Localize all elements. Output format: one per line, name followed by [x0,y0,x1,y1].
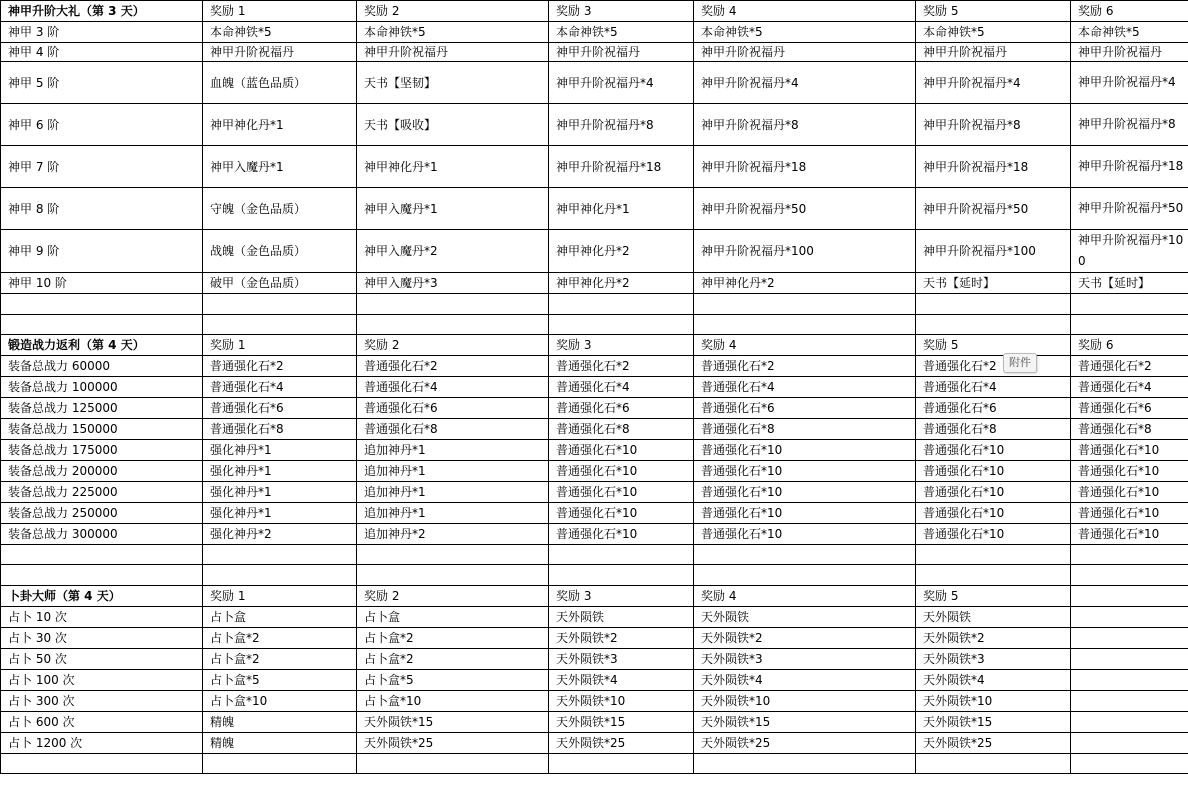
reward-cell[interactable]: 天外陨铁*15 [694,712,916,733]
reward-cell[interactable]: 追加神丹*1 [357,440,549,461]
reward-cell[interactable]: 普通强化石*10 [549,524,694,545]
empty-cell[interactable] [1,294,203,315]
reward-header[interactable]: 奖励 2 [357,335,549,356]
table-row [1,188,1188,230]
reward-cell[interactable]: 普通强化石*10 [549,440,694,461]
reward-cell[interactable]: 强化神丹*1 [203,440,357,461]
row-condition-cell[interactable]: 占卜 1200 次 [1,733,203,754]
reward-cell[interactable]: 神甲升阶祝福丹*50 [694,188,916,230]
reward-cell[interactable]: 神甲升阶祝福丹*4 [549,62,694,104]
empty-cell[interactable] [549,565,694,586]
row-condition-cell[interactable]: 神甲 4 阶 [1,43,203,62]
reward-cell[interactable]: 追加神丹*1 [357,461,549,482]
reward-cell[interactable]: 神甲神化丹*1 [357,146,549,188]
reward-cell[interactable]: 普通强化石*10 [1071,524,1188,545]
reward-header[interactable]: 奖励 1 [203,1,357,22]
row-condition-cell[interactable]: 占卜 600 次 [1,712,203,733]
table-row [1,419,1188,440]
reward-cell[interactable]: 天外陨铁*3 [916,649,1071,670]
reward-cell[interactable] [1071,733,1188,754]
reward-cell[interactable]: 天外陨铁*4 [916,670,1071,691]
reward-cell[interactable]: 强化神丹*1 [203,482,357,503]
reward-cell[interactable]: 天外陨铁*10 [694,691,916,712]
empty-cell[interactable] [916,294,1071,315]
reward-header[interactable]: 奖励 3 [549,335,694,356]
reward-cell[interactable]: 神甲升阶祝福丹*8 [549,104,694,146]
row-condition-cell[interactable]: 占卜 50 次 [1,649,203,670]
attachment-tooltip: 附件 [1003,353,1037,373]
row-condition-cell[interactable]: 装备总战力 225000 [1,482,203,503]
reward-header[interactable]: 奖励 6 [1071,1,1188,22]
reward-cell[interactable]: 普通强化石*8 [203,419,357,440]
section-header-row [1,586,1188,607]
reward-cell[interactable]: 普通强化石*2 [1071,356,1188,377]
blank-row [1,754,1188,774]
empty-cell[interactable] [1071,545,1188,565]
reward-cell[interactable]: 本命神铁*5 [916,22,1071,43]
table-row [1,230,1188,273]
table-row [1,22,1188,43]
reward-cell[interactable]: 强化神丹*1 [203,503,357,524]
reward-cell[interactable]: 神甲升阶祝福丹*4 [916,62,1071,104]
empty-cell[interactable] [203,565,357,586]
reward-cell[interactable]: 占卜盒*2 [203,628,357,649]
table-row [1,524,1188,545]
reward-cell[interactable]: 天外陨铁*2 [694,628,916,649]
reward-header[interactable]: 奖励 3 [549,1,694,22]
reward-cell[interactable]: 神甲升阶祝福丹*8 [694,104,916,146]
reward-header[interactable]: 奖励 5 [916,335,1071,356]
row-condition-cell[interactable]: 装备总战力 250000 [1,503,203,524]
section-title[interactable]: 卜卦大师（第 4 天） [1,586,203,607]
reward-cell[interactable]: 普通强化石*10 [549,503,694,524]
reward-cell[interactable]: 天外陨铁*15 [916,712,1071,733]
reward-cell[interactable] [1071,607,1188,628]
reward-cell[interactable]: 神甲升阶祝福丹*18 [549,146,694,188]
reward-cell[interactable]: 普通强化石*10 [1071,461,1188,482]
reward-cell[interactable]: 精魄 [203,733,357,754]
reward-header[interactable]: 奖励 4 [694,335,916,356]
reward-cell[interactable]: 占卜盒*5 [357,670,549,691]
reward-cell[interactable]: 普通强化石*6 [203,398,357,419]
reward-cell[interactable]: 占卜盒*2 [357,649,549,670]
reward-header[interactable]: 奖励 4 [694,1,916,22]
reward-cell[interactable]: 神甲入魔丹*1 [203,146,357,188]
reward-cell[interactable]: 神甲神化丹*1 [549,188,694,230]
row-condition-cell[interactable]: 装备总战力 60000 [1,356,203,377]
reward-cell[interactable]: 普通强化石*6 [1071,398,1188,419]
table-row [1,691,1188,712]
reward-cell[interactable]: 追加神丹*1 [357,503,549,524]
reward-cell[interactable]: 本命神铁*5 [357,22,549,43]
reward-cell[interactable]: 本命神铁*5 [694,22,916,43]
reward-cell[interactable]: 天外陨铁*25 [357,733,549,754]
reward-cell[interactable]: 神甲升阶祝福丹*100 [916,230,1071,273]
table-row [1,649,1188,670]
reward-cell[interactable]: 普通强化石*10 [1071,503,1188,524]
reward-cell[interactable]: 普通强化石*10 [916,482,1071,503]
reward-cell[interactable]: 天外陨铁*10 [916,691,1071,712]
reward-cell[interactable]: 普通强化石*6 [549,398,694,419]
empty-cell[interactable] [549,754,694,774]
reward-cell[interactable]: 神甲升阶祝福丹 [1071,43,1188,62]
reward-cell[interactable]: 天外陨铁 [549,607,694,628]
reward-cell[interactable]: 普通强化石*4 [916,377,1071,398]
table-row [1,62,1188,104]
reward-cell[interactable]: 天书【延时】 [1071,273,1188,294]
empty-cell[interactable] [1071,315,1188,335]
reward-cell[interactable]: 普通强化石*4 [549,377,694,398]
row-condition-cell[interactable]: 神甲 8 阶 [1,188,203,230]
reward-header[interactable] [1071,586,1188,607]
reward-cell[interactable]: 普通强化石*2 [916,356,1071,377]
reward-cell[interactable]: 本命神铁*5 [1071,22,1188,43]
reward-cell[interactable]: 血魄（蓝色品质） [203,62,357,104]
reward-cell[interactable]: 普通强化石*4 [357,377,549,398]
empty-cell[interactable] [203,294,357,315]
empty-cell[interactable] [916,565,1071,586]
table-row [1,712,1188,733]
table-row [1,146,1188,188]
row-condition-cell[interactable]: 神甲 10 阶 [1,273,203,294]
blank-row [1,565,1188,586]
reward-cell[interactable]: 天外陨铁*2 [916,628,1071,649]
reward-cell[interactable]: 天外陨铁*3 [549,649,694,670]
reward-cell[interactable]: 普通强化石*10 [916,440,1071,461]
empty-cell[interactable] [1071,565,1188,586]
reward-cell[interactable]: 精魄 [203,712,357,733]
reward-cell[interactable]: 神甲神化丹*2 [549,273,694,294]
reward-cell[interactable]: 占卜盒*2 [203,649,357,670]
empty-cell[interactable] [694,315,916,335]
empty-cell[interactable] [1,545,203,565]
reward-cell[interactable]: 神甲升阶祝福丹*18 [916,146,1071,188]
section-title[interactable]: 锻造战力返利（第 4 天） [1,335,203,356]
empty-cell[interactable] [1,754,203,774]
reward-cell[interactable]: 天外陨铁*25 [916,733,1071,754]
table-row [1,43,1188,62]
empty-cell[interactable] [694,565,916,586]
reward-cell[interactable]: 天外陨铁 [916,607,1071,628]
empty-cell[interactable] [1,315,203,335]
reward-cell[interactable]: 天书【延时】 [916,273,1071,294]
reward-cell[interactable]: 占卜盒*10 [203,691,357,712]
reward-header[interactable]: 奖励 1 [203,586,357,607]
reward-cell[interactable]: 天外陨铁*10 [549,691,694,712]
empty-cell[interactable] [357,754,549,774]
reward-cell[interactable]: 神甲升阶祝福丹 [549,43,694,62]
row-condition-cell[interactable]: 占卜 100 次 [1,670,203,691]
reward-header[interactable]: 奖励 2 [357,1,549,22]
reward-cell[interactable]: 占卜盒*10 [357,691,549,712]
reward-cell[interactable]: 本命神铁*5 [203,22,357,43]
row-condition-cell[interactable]: 占卜 30 次 [1,628,203,649]
empty-cell[interactable] [549,294,694,315]
reward-cell[interactable]: 天外陨铁*15 [549,712,694,733]
reward-cell[interactable]: 普通强化石*10 [694,503,916,524]
empty-cell[interactable] [1071,754,1188,774]
reward-cell[interactable]: 普通强化石*2 [357,356,549,377]
empty-cell[interactable] [203,315,357,335]
reward-header[interactable]: 奖励 4 [694,586,916,607]
reward-cell[interactable]: 天外陨铁*15 [357,712,549,733]
reward-cell[interactable]: 追加神丹*1 [357,482,549,503]
reward-cell[interactable]: 普通强化石*6 [916,398,1071,419]
reward-cell[interactable]: 神甲入魔丹*3 [357,273,549,294]
empty-cell[interactable] [1,565,203,586]
reward-header[interactable]: 奖励 5 [916,1,1071,22]
reward-cell[interactable]: 天外陨铁*3 [694,649,916,670]
empty-cell[interactable] [916,545,1071,565]
empty-cell[interactable] [357,545,549,565]
reward-cell[interactable] [1071,712,1188,733]
reward-cell[interactable]: 神甲升阶祝福丹*100 [694,230,916,273]
sheet-body [1,1,1188,774]
table-row [1,670,1188,691]
reward-cell[interactable]: 神甲入魔丹*1 [357,188,549,230]
reward-cell[interactable] [1071,628,1188,649]
reward-header[interactable]: 奖励 3 [549,586,694,607]
reward-cell[interactable]: 普通强化石*8 [357,419,549,440]
empty-cell[interactable] [357,294,549,315]
table-row [1,503,1188,524]
table-row [1,440,1188,461]
reward-cell[interactable]: 神甲升阶祝福丹 [694,43,916,62]
reward-cell[interactable]: 神甲入魔丹*2 [357,230,549,273]
empty-cell[interactable] [1071,294,1188,315]
reward-cell[interactable]: 神甲神化丹*1 [203,104,357,146]
blank-row [1,294,1188,315]
row-condition-cell[interactable]: 装备总战力 100000 [1,377,203,398]
empty-cell[interactable] [916,754,1071,774]
table-row [1,398,1188,419]
reward-cell[interactable]: 普通强化石*10 [916,503,1071,524]
reward-cell[interactable]: 神甲神化丹*2 [694,273,916,294]
reward-header[interactable]: 奖励 2 [357,586,549,607]
row-condition-cell[interactable]: 装备总战力 175000 [1,440,203,461]
row-condition-cell[interactable]: 装备总战力 125000 [1,398,203,419]
table-row [1,482,1188,503]
blank-row [1,545,1188,565]
reward-cell[interactable]: 强化神丹*2 [203,524,357,545]
table-row [1,377,1188,398]
reward-cell[interactable]: 神甲升阶祝福丹*8 [916,104,1071,146]
reward-cell[interactable]: 普通强化石*8 [916,419,1071,440]
reward-cell[interactable]: 普通强化石*10 [694,461,916,482]
reward-cell[interactable]: 神甲升阶祝福丹 [916,43,1071,62]
table-row [1,104,1188,146]
reward-cell[interactable] [1071,670,1188,691]
reward-cell[interactable]: 普通强化石*8 [694,419,916,440]
reward-cell[interactable]: 天外陨铁 [694,607,916,628]
row-condition-cell[interactable]: 神甲 6 阶 [1,104,203,146]
reward-cell[interactable]: 普通强化石*10 [549,482,694,503]
reward-cell[interactable] [1071,691,1188,712]
reward-cell[interactable]: 破甲（金色品质） [203,273,357,294]
reward-cell[interactable] [1071,649,1188,670]
row-condition-cell[interactable]: 占卜 300 次 [1,691,203,712]
section-title[interactable]: 神甲升阶大礼（第 3 天） [1,1,203,22]
row-condition-cell[interactable]: 神甲 7 阶 [1,146,203,188]
reward-header[interactable]: 奖励 5 [916,586,1071,607]
reward-cell[interactable]: 普通强化石*10 [549,461,694,482]
reward-cell[interactable]: 战魄（金色品质） [203,230,357,273]
reward-cell[interactable]: 普通强化石*2 [203,356,357,377]
reward-cell[interactable]: 天外陨铁*4 [694,670,916,691]
reward-cell[interactable]: 天外陨铁*25 [694,733,916,754]
reward-cell[interactable]: 本命神铁*5 [549,22,694,43]
reward-cell[interactable]: 普通强化石*4 [694,377,916,398]
reward-cell[interactable]: 普通强化石*10 [1071,482,1188,503]
reward-cell[interactable]: 神甲升阶祝福丹*50 [1071,188,1188,230]
reward-cell[interactable]: 神甲升阶祝福丹*4 [1071,62,1188,104]
row-condition-cell[interactable]: 装备总战力 300000 [1,524,203,545]
reward-cell[interactable]: 神甲升阶祝福丹*8 [1071,104,1188,146]
reward-cell[interactable]: 天外陨铁*2 [549,628,694,649]
reward-cell[interactable]: 守魄（金色品质） [203,188,357,230]
blank-row [1,315,1188,335]
reward-header[interactable]: 奖励 1 [203,335,357,356]
table-row [1,273,1188,294]
table-row [1,607,1188,628]
reward-cell[interactable]: 普通强化石*6 [694,398,916,419]
reward-cell[interactable]: 普通强化石*2 [549,356,694,377]
reward-cell[interactable]: 普通强化石*10 [694,524,916,545]
reward-cell[interactable]: 普通强化石*10 [1071,440,1188,461]
reward-cell[interactable]: 天外陨铁*25 [549,733,694,754]
reward-cell[interactable]: 神甲升阶祝福丹*100 [1071,230,1188,273]
reward-cell[interactable]: 普通强化石*8 [549,419,694,440]
reward-cell[interactable]: 神甲神化丹*2 [549,230,694,273]
reward-cell[interactable]: 普通强化石*10 [694,482,916,503]
section-header-row [1,1,1188,22]
reward-cell[interactable]: 强化神丹*1 [203,461,357,482]
empty-cell[interactable] [694,545,916,565]
reward-cell[interactable]: 普通强化石*2 [694,356,916,377]
reward-cell[interactable]: 神甲升阶祝福丹*50 [916,188,1071,230]
empty-cell[interactable] [203,754,357,774]
reward-cell[interactable]: 占卜盒*5 [203,670,357,691]
reward-cell[interactable]: 天外陨铁*4 [549,670,694,691]
reward-cell[interactable]: 普通强化石*10 [916,461,1071,482]
row-condition-cell[interactable]: 占卜 10 次 [1,607,203,628]
row-condition-cell[interactable]: 装备总战力 150000 [1,419,203,440]
reward-cell[interactable]: 普通强化石*10 [916,524,1071,545]
reward-cell[interactable]: 神甲升阶祝福丹 [203,43,357,62]
reward-cell[interactable]: 神甲升阶祝福丹*18 [694,146,916,188]
reward-cell[interactable]: 普通强化石*6 [357,398,549,419]
empty-cell[interactable] [549,545,694,565]
table-row [1,628,1188,649]
row-condition-cell[interactable]: 装备总战力 200000 [1,461,203,482]
reward-cell[interactable]: 占卜盒 [357,607,549,628]
reward-cell[interactable]: 神甲升阶祝福丹*4 [694,62,916,104]
reward-cell[interactable]: 普通强化石*4 [1071,377,1188,398]
reward-header[interactable]: 奖励 6 [1071,335,1188,356]
reward-cell[interactable]: 追加神丹*2 [357,524,549,545]
reward-cell[interactable]: 天书【吸收】 [357,104,549,146]
empty-cell[interactable] [694,754,916,774]
row-condition-cell[interactable]: 神甲 5 阶 [1,62,203,104]
reward-cell[interactable]: 普通强化石*4 [203,377,357,398]
reward-cell[interactable]: 占卜盒*2 [357,628,549,649]
reward-cell[interactable]: 普通强化石*10 [694,440,916,461]
row-condition-cell[interactable]: 神甲 9 阶 [1,230,203,273]
reward-cell[interactable]: 占卜盒 [203,607,357,628]
empty-cell[interactable] [357,565,549,586]
table-row [1,733,1188,754]
row-condition-cell[interactable]: 神甲 3 阶 [1,22,203,43]
empty-cell[interactable] [203,545,357,565]
empty-cell[interactable] [916,315,1071,335]
table-row [1,461,1188,482]
empty-cell[interactable] [694,294,916,315]
empty-cell[interactable] [357,315,549,335]
reward-cell[interactable]: 神甲升阶祝福丹 [357,43,549,62]
empty-cell[interactable] [549,315,694,335]
reward-cell[interactable]: 普通强化石*8 [1071,419,1188,440]
reward-cell[interactable]: 神甲升阶祝福丹*18 [1071,146,1188,188]
reward-cell[interactable]: 天书【坚韧】 [357,62,549,104]
